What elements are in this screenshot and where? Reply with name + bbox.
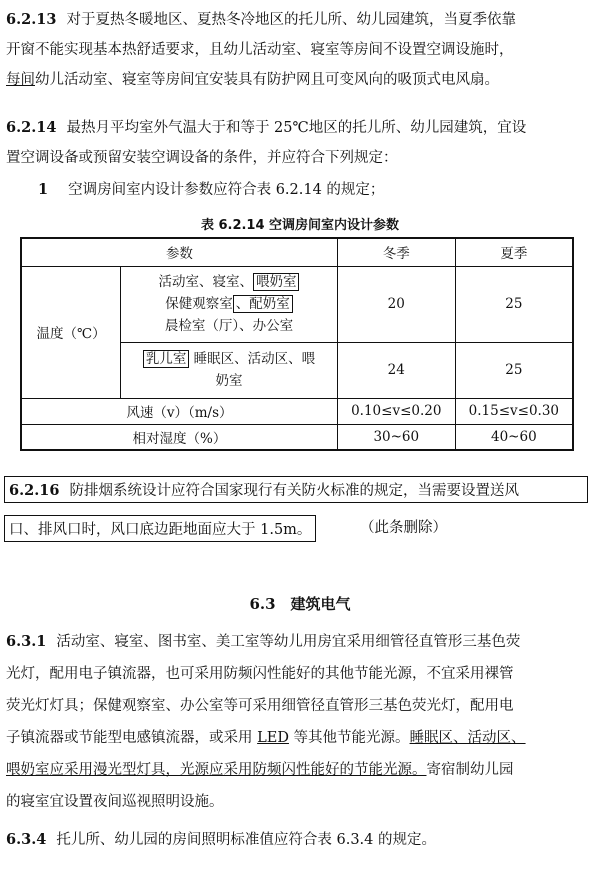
group2-summer: 25: [455, 342, 573, 398]
clause-6-3-1-line2: 光灯，配用电子镇流器，也可采用防频闪性能好的其他节能光源，不宜采用裸管: [6, 666, 514, 682]
wind-winter: 0.10≤v≤0.20: [337, 398, 455, 424]
clause-6-3-1-line1: [6, 632, 520, 652]
clause-text: 托儿所、幼儿园的房间照明标准值应符合表 6.3.4 的规定。: [56, 832, 436, 848]
clause-6-2-16-line1: [4, 476, 588, 503]
clause-text: 幼儿活动室、寝室等房间宜安装具有防护网且可变风向的吸顶式电风扇。: [35, 72, 499, 88]
clause-number: 6.3.1: [6, 633, 47, 650]
clause-number: 6.2.13: [6, 11, 57, 28]
clause-number: 6.2.16: [9, 482, 60, 499]
design-parameter-table: [20, 237, 574, 451]
clause-6-2-14-line1: [6, 118, 526, 138]
clause-text: 等其他节能光源。: [288, 730, 410, 746]
header-summer: 夏季: [455, 238, 573, 266]
underlined-text: 每间: [6, 72, 35, 88]
room-group-1: [121, 266, 338, 342]
item-text: 空调房间室内设计参数应符合表 6.2.14 的规定；: [68, 182, 385, 198]
clause-6-3-4-line1: [6, 830, 436, 850]
clause-text: 寄宿制幼儿园: [426, 762, 514, 778]
clause-6-3-1-line4: [6, 728, 526, 748]
room-text: 奶室: [215, 373, 243, 389]
boxed-room-text: 喂奶室: [253, 273, 300, 291]
clause-6-2-14-line2: 置空调设备或预留安装空调设备的条件，并应符合下列规定：: [6, 150, 398, 166]
clause-number: 6.2.14: [6, 119, 57, 136]
underlined-text: 喂奶室应采用漫光型灯具，光源应采用防频闪性能好的节能光源。: [6, 762, 427, 778]
group1-summer: 25: [455, 266, 573, 342]
clause-6-3-1-line6: 的寝室宜设置夜间巡视照明设施。: [6, 794, 224, 810]
room-text: 保健观察室: [165, 296, 233, 312]
table-row: [21, 424, 573, 450]
clause-6-2-13-line1: [6, 10, 516, 30]
table-header-row: [21, 238, 573, 266]
humidity-label: 相对湿度（%）: [21, 424, 337, 450]
clause-number: 6.3.4: [6, 831, 47, 848]
section-title: 6.3 建筑电气: [249, 595, 351, 613]
humidity-summer: 40~60: [455, 424, 573, 450]
clause-text: 对于夏热冬暖地区、夏热冬冷地区的托儿所、幼儿园建筑，当夏季依靠: [66, 12, 516, 28]
clause-text: 最热月平均室外气温大于和等于 25℃地区的托儿所、幼儿园建筑，宜设: [66, 120, 527, 136]
boxed-room-text: 、配奶室: [233, 295, 293, 313]
group2-winter: 24: [337, 342, 455, 398]
header-winter: 冬季: [337, 238, 455, 266]
humidity-winter: 30~60: [337, 424, 455, 450]
wind-summer: 0.15≤v≤0.30: [455, 398, 573, 424]
underlined-text: 睡眠区、活动区、: [409, 730, 526, 746]
item-number: 1: [38, 181, 49, 198]
table-row: [21, 398, 573, 424]
clause-6-3-1-line5: [6, 760, 514, 780]
table-caption: 表 6.2.14 空调房间室内设计参数: [200, 218, 400, 233]
underlined-text: LED: [257, 730, 289, 746]
table-row: [21, 266, 573, 342]
clause-6-2-13-line3: [6, 70, 499, 90]
header-param: 参数: [21, 238, 337, 266]
boxed-room-text: 乳儿室: [143, 350, 190, 368]
room-text: 晨检室（厅）、办公室: [164, 318, 294, 334]
clause-text: 活动室、寝室、图书室、美工室等幼儿用房宜采用细管径直管形三基色荧: [56, 634, 521, 650]
wind-label: 风速（v）（m/s）: [21, 398, 337, 424]
deleted-note: （此条删除）: [360, 520, 447, 536]
room-text: 睡眠区、活动区、喂: [189, 351, 316, 367]
clause-text: 防排烟系统设计应符合国家现行有关防火标准的规定，当需要设置送风: [69, 483, 519, 499]
group1-winter: 20: [337, 266, 455, 342]
room-text: 活动室、寝室、: [158, 274, 253, 290]
clause-6-2-16-line2: 口、排风口时，风口底边距地面应大于 1.5m。: [4, 515, 316, 542]
room-group-2: [121, 342, 338, 398]
clause-text: 子镇流器或节能型电感镇流器，或采用: [6, 730, 258, 746]
clause-6-3-1-line3: 荧光灯灯具；保健观察室、办公室等可采用细管径直管形三基色荧光灯，配用电: [6, 698, 514, 714]
clause-6-2-13-line2: 开窗不能实现基本热舒适要求，且幼儿活动室、寝室等房间不设置空调设施时，: [6, 42, 514, 58]
clause-6-2-14-item1: [38, 180, 384, 200]
temperature-label: 温度（℃）: [21, 266, 121, 398]
